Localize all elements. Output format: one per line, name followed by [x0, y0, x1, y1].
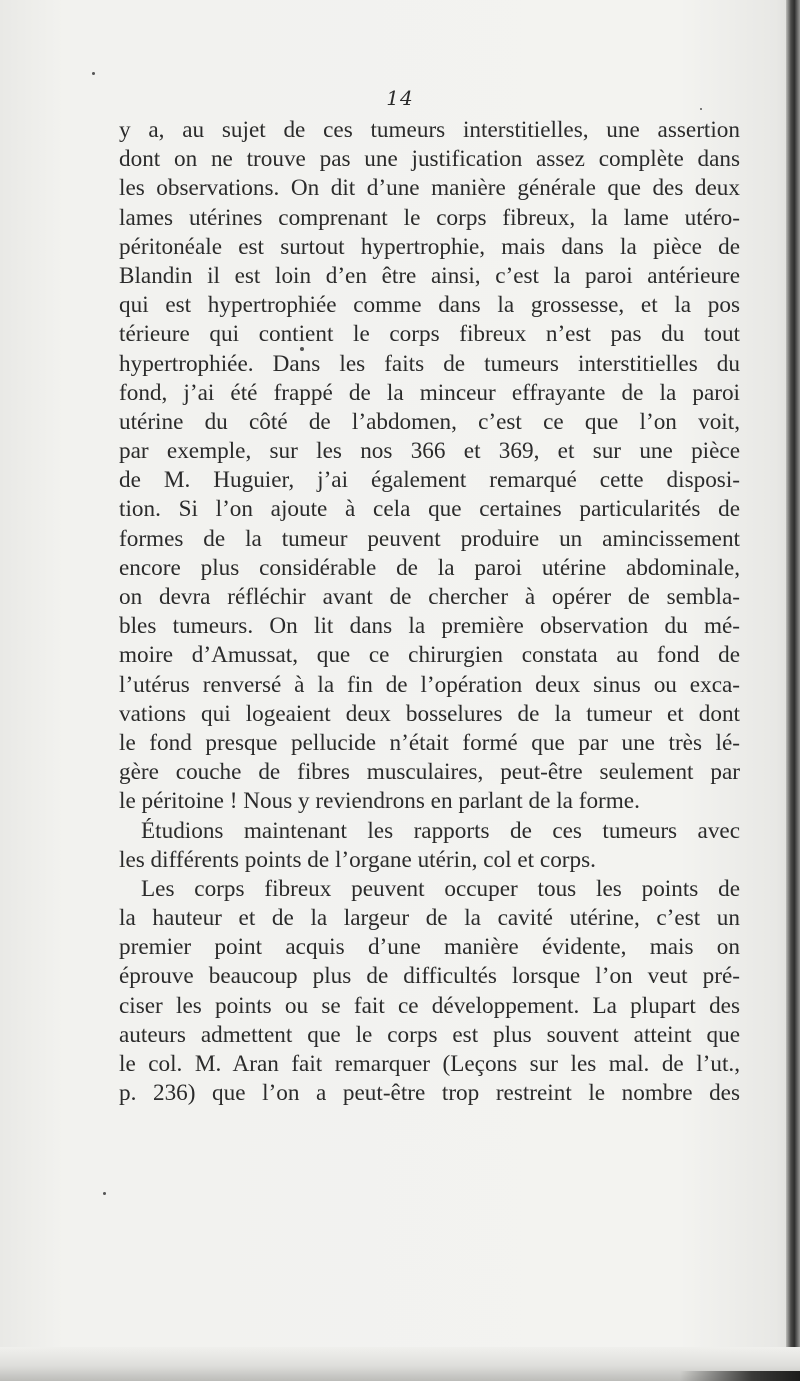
text-line: y a, au sujet de ces tumeurs interstitielles, une assertion	[119, 117, 740, 143]
text-line: Étudions maintenant les rapports de ces tumeurs avec	[141, 817, 740, 844]
text-line: fond, j’ai été frappé de la minceur effrayante de la paroi	[119, 379, 740, 406]
text-line: moire d’Amussat, que ce chirurgien constata au fond de	[119, 642, 740, 669]
text-line: Blandin il est loin d’en être ainsi, c’est la paroi antérieure	[119, 262, 740, 289]
text-line: lames utérines comprenant le corps fibreux, la lame utéro-	[119, 204, 740, 231]
page-corner-shadow	[680, 1371, 800, 1381]
text-line: gère couche de fibres musculaires, peut-être seulement par	[119, 759, 740, 786]
text-line: utérine du côté de l’abdomen, c’est ce que l’on voit,	[119, 408, 740, 435]
body-text	[119, 116, 740, 1108]
text-line: formes de la tumeur peuvent produire un amincissement	[119, 525, 740, 552]
text-line: dont on ne trouve pas une justification assez complète dans	[119, 146, 740, 173]
paper-speck	[92, 72, 95, 75]
text-line: éprouve beaucoup plus de difficultés lorsque l’on veut pré-	[119, 963, 740, 990]
text-line: encore plus considérable de la paroi utérine abdominale,	[119, 554, 740, 581]
text-line: l’utérus renversé à la fin de l’opération deux sinus ou exca-	[119, 671, 740, 698]
text-line: la hauteur et de la largeur de la cavité utérine, c’est un	[119, 905, 740, 932]
text-line: le col. M. Aran fait remarquer (Leçons sur les mal. de l’ut.,	[119, 1051, 740, 1077]
text-line: p. 236) que l’on a peut-être trop restreint le nombre des	[119, 1080, 740, 1107]
text-line: les différents points de l’organe utérin, col et corps.	[119, 846, 596, 873]
text-line: par exemple, sur les nos 366 et 369, et sur une pièce	[119, 438, 740, 465]
text-line: le péritoine ! Nous y reviendrons en parlant de la forme.	[119, 788, 640, 815]
text-line: ciser les points ou se fait ce développement. La plupart des	[119, 992, 740, 1019]
text-line: le fond presque pellucide n’était formé que par une très lé-	[119, 729, 740, 756]
text-line: térieure qui contient le corps fibreux n’est pas du tout	[119, 321, 740, 348]
text-line: les observations. On dit d’une manière générale que des deux	[119, 175, 740, 202]
text-line: vations qui logeaient deux bosselures de la tumeur et dont	[119, 700, 740, 727]
paper-speck	[103, 1192, 106, 1195]
text-line: hypertrophiée. Dans les faits de tumeurs interstitielles du	[119, 350, 740, 377]
text-line: qui est hypertrophiée comme dans la grossesse, et la pos	[119, 292, 740, 319]
page-number: 14	[386, 86, 414, 110]
text-line: premier point acquis d’une manière évidente, mais on	[119, 934, 740, 961]
text-line: tion. Si l’on ajoute à cela que certaines particularités de	[119, 496, 740, 523]
text-line: de M. Huguier, j’ai également remarqué cette disposi-	[119, 467, 740, 494]
text-line: auteurs admettent que le corps est plus souvent atteint que	[119, 1021, 740, 1048]
page-binding-edge	[786, 0, 800, 1381]
text-line: péritonéale est surtout hypertrophie, mais dans la pièce de	[119, 233, 740, 260]
text-line: bles tumeurs. On lit dans la première observation du mé-	[119, 613, 740, 640]
text-line: on devra réfléchir avant de chercher à opérer de sembla-	[119, 584, 740, 610]
text-line: Les corps fibreux peuvent occuper tous les points de	[141, 875, 740, 902]
